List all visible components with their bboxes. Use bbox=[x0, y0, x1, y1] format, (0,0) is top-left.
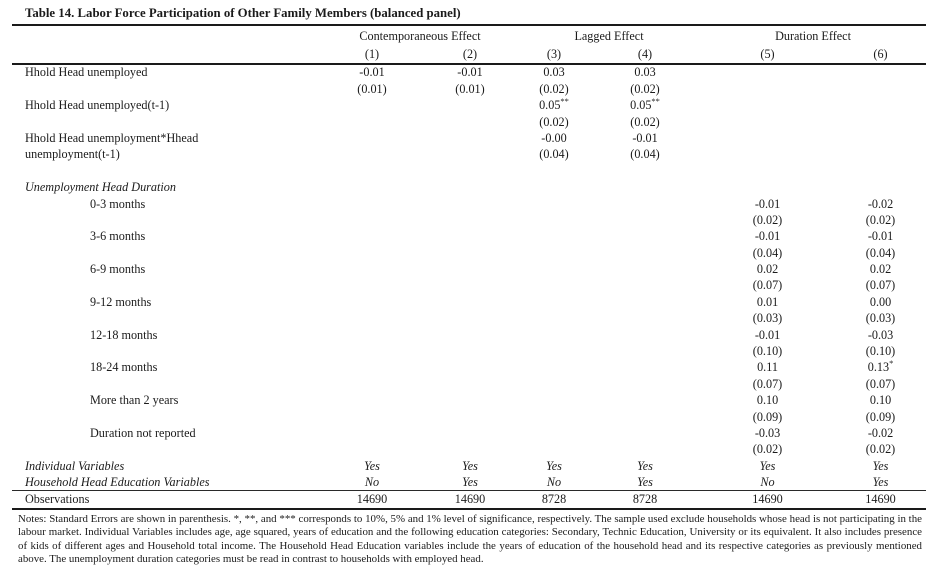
value-cell bbox=[590, 195, 700, 211]
value-cell bbox=[518, 359, 590, 375]
value-cell bbox=[518, 392, 590, 408]
value-cell: 14690 bbox=[700, 490, 835, 509]
value-cell bbox=[322, 392, 422, 408]
value-cell bbox=[518, 425, 590, 441]
value-cell bbox=[700, 130, 835, 146]
value-cell: -0.00 bbox=[541, 130, 567, 145]
value-cell bbox=[422, 425, 518, 441]
value-cell bbox=[835, 97, 926, 113]
value-cell bbox=[322, 195, 422, 211]
value-cell bbox=[518, 228, 590, 244]
value-cell bbox=[422, 392, 518, 408]
value-cell: (0.02) bbox=[630, 114, 660, 129]
value-cell bbox=[518, 293, 590, 309]
value-cell bbox=[422, 113, 518, 129]
table-row bbox=[12, 64, 926, 80]
value-cell: No bbox=[760, 474, 775, 489]
value-cell: (0.07) bbox=[865, 376, 896, 391]
value-cell: 0.00 bbox=[869, 294, 892, 309]
value-cell bbox=[700, 162, 835, 178]
table-row bbox=[12, 293, 926, 309]
table-row bbox=[12, 425, 926, 441]
table-row bbox=[12, 195, 926, 211]
value-cell bbox=[518, 244, 590, 260]
row-label: 18-24 months bbox=[90, 360, 158, 375]
value-cell bbox=[518, 195, 590, 211]
value-cell bbox=[422, 326, 518, 342]
table-row bbox=[12, 146, 926, 162]
value-cell: 0.10 bbox=[869, 393, 892, 408]
value-cell: Yes bbox=[637, 474, 653, 489]
value-cell: Yes bbox=[462, 458, 478, 473]
value-cell: No bbox=[546, 474, 562, 489]
value-cell bbox=[590, 441, 700, 457]
value-cell bbox=[835, 146, 926, 162]
row-label: 9-12 months bbox=[90, 294, 152, 309]
value-cell bbox=[322, 359, 422, 375]
value-cell: (0.07) bbox=[752, 278, 783, 293]
value-cell bbox=[322, 113, 422, 129]
value-cell: -0.01 bbox=[867, 229, 894, 244]
value-cell bbox=[422, 130, 518, 146]
value-cell bbox=[700, 80, 835, 96]
row-label bbox=[12, 162, 322, 178]
value-cell bbox=[322, 261, 422, 277]
value-cell bbox=[422, 195, 518, 211]
value-cell bbox=[322, 293, 422, 309]
value-cell bbox=[422, 179, 518, 195]
value-cell: -0.01 bbox=[754, 327, 781, 342]
value-cell: 8728 bbox=[518, 490, 590, 509]
table-title: Table 14. Labor Force Participation of Other Family Members (balanced panel) bbox=[12, 5, 926, 26]
table-row bbox=[12, 228, 926, 244]
value-cell: Yes bbox=[637, 458, 653, 473]
value-cell bbox=[422, 293, 518, 309]
table-row bbox=[12, 474, 926, 490]
row-label bbox=[12, 113, 322, 129]
table-row bbox=[12, 310, 926, 326]
value-cell bbox=[700, 179, 835, 195]
row-label: 6-9 months bbox=[90, 262, 146, 277]
table-row bbox=[12, 408, 926, 424]
value-cell: -0.03 bbox=[867, 327, 894, 342]
value-cell: (0.02) bbox=[630, 81, 660, 96]
value-cell: (0.02) bbox=[539, 114, 569, 129]
value-cell: -0.01 bbox=[754, 229, 781, 244]
value-cell: Yes bbox=[364, 458, 380, 473]
row-label: Household Head Education Variables bbox=[25, 474, 210, 489]
value-cell: (0.03) bbox=[752, 311, 783, 326]
table-footer bbox=[12, 490, 926, 509]
value-cell bbox=[322, 244, 422, 260]
table-row bbox=[12, 261, 926, 277]
column-number: (5) bbox=[700, 45, 835, 64]
value-cell bbox=[422, 244, 518, 260]
value-cell: -0.01 bbox=[457, 65, 483, 80]
value-cell bbox=[590, 425, 700, 441]
column-number: (2) bbox=[422, 45, 518, 64]
value-cell bbox=[835, 64, 926, 80]
value-cell bbox=[590, 179, 700, 195]
value-cell: 0.11 bbox=[757, 360, 778, 375]
significance-stars: ** bbox=[560, 96, 569, 107]
column-number: (6) bbox=[835, 45, 926, 64]
value-cell: (0.04) bbox=[752, 245, 783, 260]
row-label bbox=[12, 343, 322, 359]
value-cell bbox=[518, 326, 590, 342]
value-cell bbox=[422, 408, 518, 424]
table-row bbox=[12, 212, 926, 228]
spacer-row bbox=[12, 162, 926, 178]
row-label: More than 2 years bbox=[90, 393, 179, 408]
value-cell: 0.02 bbox=[869, 262, 892, 277]
table-row bbox=[12, 441, 926, 457]
value-cell: (0.10) bbox=[752, 344, 783, 359]
value-cell bbox=[322, 146, 422, 162]
value-cell: 0.13* bbox=[867, 358, 894, 375]
value-cell bbox=[835, 113, 926, 129]
table-notes: Notes: Standard Errors are shown in parenthesis. *, **, and *** corresponds to 10%, 5% and 1% level of significance, respectively. The sample used exclude households whose head is not participating in the labour market. Individual Variables includes age, age squared, years of education and the following education categories: Secondary, Technic Education, University or its equivalent. It also includes presence of kids of different ages and Household total income. The Household Head Education variables include the years of education of the household head and its respective categories as previously mentioned above. The unemployment duration categories must be read in contrast to households with employed head. bbox=[18, 513, 922, 565]
value-cell: -0.02 bbox=[867, 196, 894, 211]
table-row bbox=[12, 179, 926, 195]
value-cell: Yes bbox=[872, 474, 889, 489]
column-group-header: Duration Effect bbox=[775, 29, 851, 43]
table-row bbox=[12, 457, 926, 473]
value-cell bbox=[590, 261, 700, 277]
table-row bbox=[12, 80, 926, 96]
row-label: Individual Variables bbox=[25, 458, 125, 473]
value-cell bbox=[322, 375, 422, 391]
value-cell: (0.02) bbox=[752, 442, 783, 457]
value-cell bbox=[518, 277, 590, 293]
table-row bbox=[12, 392, 926, 408]
row-label bbox=[12, 375, 322, 391]
value-cell bbox=[518, 408, 590, 424]
row-label: 3-6 months bbox=[90, 229, 146, 244]
value-cell: (0.09) bbox=[865, 409, 896, 424]
value-cell bbox=[590, 212, 700, 228]
value-cell bbox=[422, 146, 518, 162]
table-row bbox=[12, 326, 926, 342]
value-cell bbox=[322, 277, 422, 293]
column-group-header: Contemporaneous Effect bbox=[359, 29, 481, 43]
value-cell: 14690 bbox=[322, 490, 422, 509]
value-cell: 8728 bbox=[590, 490, 700, 509]
value-cell: (0.10) bbox=[865, 344, 896, 359]
value-cell bbox=[590, 162, 700, 178]
table-row bbox=[12, 343, 926, 359]
value-cell bbox=[590, 228, 700, 244]
value-cell: -0.02 bbox=[867, 425, 894, 440]
value-cell bbox=[518, 212, 590, 228]
value-cell: 0.01 bbox=[756, 294, 779, 309]
value-cell bbox=[518, 261, 590, 277]
value-cell bbox=[422, 310, 518, 326]
value-cell: Yes bbox=[546, 458, 562, 473]
table-row bbox=[12, 97, 926, 113]
row-label: 0-3 months bbox=[90, 196, 146, 211]
value-cell: -0.01 bbox=[754, 196, 781, 211]
value-cell bbox=[835, 130, 926, 146]
value-cell bbox=[422, 375, 518, 391]
value-cell: Yes bbox=[759, 458, 776, 473]
row-label bbox=[12, 277, 322, 293]
value-cell: 14690 bbox=[835, 490, 926, 509]
value-cell bbox=[322, 130, 422, 146]
row-label: Hhold Head unemployment*Hhead bbox=[25, 130, 199, 145]
observations-row bbox=[12, 490, 926, 509]
value-cell bbox=[700, 113, 835, 129]
value-cell bbox=[835, 80, 926, 96]
value-cell bbox=[422, 97, 518, 113]
value-cell: (0.02) bbox=[539, 81, 569, 96]
column-group-header: Lagged Effect bbox=[574, 29, 644, 43]
column-number: (1) bbox=[322, 45, 422, 64]
value-cell bbox=[422, 277, 518, 293]
value-cell: 14690 bbox=[422, 490, 518, 509]
row-label bbox=[12, 244, 322, 260]
value-cell bbox=[590, 277, 700, 293]
value-cell bbox=[322, 212, 422, 228]
value-cell: (0.02) bbox=[752, 212, 783, 227]
value-cell: No bbox=[364, 474, 380, 489]
group-header-row bbox=[12, 26, 926, 45]
column-number-row bbox=[12, 45, 926, 64]
value-cell: 0.03 bbox=[634, 65, 656, 80]
value-cell bbox=[322, 162, 422, 178]
value-cell: (0.01) bbox=[455, 81, 485, 96]
value-cell bbox=[518, 441, 590, 457]
value-cell: (0.04) bbox=[865, 245, 896, 260]
value-cell: 0.05** bbox=[539, 96, 569, 113]
table-row bbox=[12, 359, 926, 375]
value-cell bbox=[518, 179, 590, 195]
value-cell bbox=[590, 310, 700, 326]
row-label: Hhold Head unemployed(t-1) bbox=[25, 98, 170, 113]
value-cell bbox=[700, 64, 835, 80]
row-label: 12-18 months bbox=[90, 327, 158, 342]
table-row bbox=[12, 277, 926, 293]
row-label bbox=[12, 212, 322, 228]
row-label: Observations bbox=[12, 490, 322, 509]
value-cell: (0.02) bbox=[865, 442, 896, 457]
row-label: unemployment(t-1) bbox=[25, 147, 120, 162]
value-cell bbox=[590, 392, 700, 408]
value-cell bbox=[518, 343, 590, 359]
value-cell bbox=[322, 408, 422, 424]
value-cell: (0.01) bbox=[357, 81, 387, 96]
value-cell bbox=[700, 146, 835, 162]
value-cell bbox=[590, 359, 700, 375]
value-cell bbox=[590, 293, 700, 309]
value-cell bbox=[422, 212, 518, 228]
table-row bbox=[12, 375, 926, 391]
value-cell bbox=[322, 310, 422, 326]
value-cell bbox=[322, 326, 422, 342]
value-cell: 0.10 bbox=[756, 393, 779, 408]
significance-stars: ** bbox=[651, 96, 660, 107]
row-label bbox=[12, 310, 322, 326]
value-cell bbox=[518, 310, 590, 326]
value-cell bbox=[322, 425, 422, 441]
row-label bbox=[12, 441, 322, 457]
value-cell: -0.01 bbox=[632, 130, 658, 145]
value-cell bbox=[590, 375, 700, 391]
value-cell bbox=[322, 343, 422, 359]
value-cell bbox=[700, 97, 835, 113]
value-cell bbox=[422, 162, 518, 178]
value-cell bbox=[422, 359, 518, 375]
results-table bbox=[12, 26, 926, 510]
row-label: Duration not reported bbox=[90, 425, 196, 440]
value-cell: (0.07) bbox=[752, 376, 783, 391]
value-cell: (0.09) bbox=[752, 409, 783, 424]
value-cell: (0.04) bbox=[630, 147, 660, 162]
value-cell bbox=[422, 261, 518, 277]
table-row bbox=[12, 244, 926, 260]
table-row bbox=[12, 113, 926, 129]
corner-cell bbox=[12, 26, 322, 45]
value-cell bbox=[322, 97, 422, 113]
column-number: (4) bbox=[590, 45, 700, 64]
value-cell bbox=[518, 375, 590, 391]
value-cell: (0.07) bbox=[865, 278, 896, 293]
value-cell bbox=[590, 244, 700, 260]
value-cell: (0.02) bbox=[865, 212, 896, 227]
value-cell: -0.01 bbox=[359, 65, 385, 80]
column-number: (3) bbox=[518, 45, 590, 64]
value-cell bbox=[422, 343, 518, 359]
value-cell bbox=[422, 228, 518, 244]
value-cell bbox=[322, 228, 422, 244]
value-cell bbox=[422, 441, 518, 457]
value-cell: 0.03 bbox=[543, 65, 565, 80]
value-cell: Yes bbox=[462, 474, 478, 489]
value-cell: (0.03) bbox=[865, 311, 896, 326]
value-cell bbox=[518, 162, 590, 178]
row-label: Unemployment Head Duration bbox=[25, 180, 176, 195]
value-cell bbox=[322, 179, 422, 195]
value-cell bbox=[590, 408, 700, 424]
value-cell bbox=[590, 343, 700, 359]
value-cell bbox=[590, 326, 700, 342]
table-body bbox=[12, 64, 926, 490]
row-label bbox=[12, 80, 322, 96]
value-cell: Yes bbox=[872, 458, 889, 473]
value-cell: -0.03 bbox=[754, 425, 781, 440]
table-row bbox=[12, 130, 926, 146]
significance-stars: * bbox=[889, 358, 894, 369]
row-label: Hhold Head unemployed bbox=[25, 65, 148, 80]
corner-cell bbox=[12, 45, 322, 64]
value-cell bbox=[835, 179, 926, 195]
value-cell: (0.04) bbox=[539, 147, 569, 162]
value-cell bbox=[835, 162, 926, 178]
table-header bbox=[12, 26, 926, 64]
value-cell: 0.05** bbox=[630, 96, 660, 113]
row-label bbox=[12, 408, 322, 424]
value-cell bbox=[322, 441, 422, 457]
value-cell: 0.02 bbox=[756, 262, 779, 277]
